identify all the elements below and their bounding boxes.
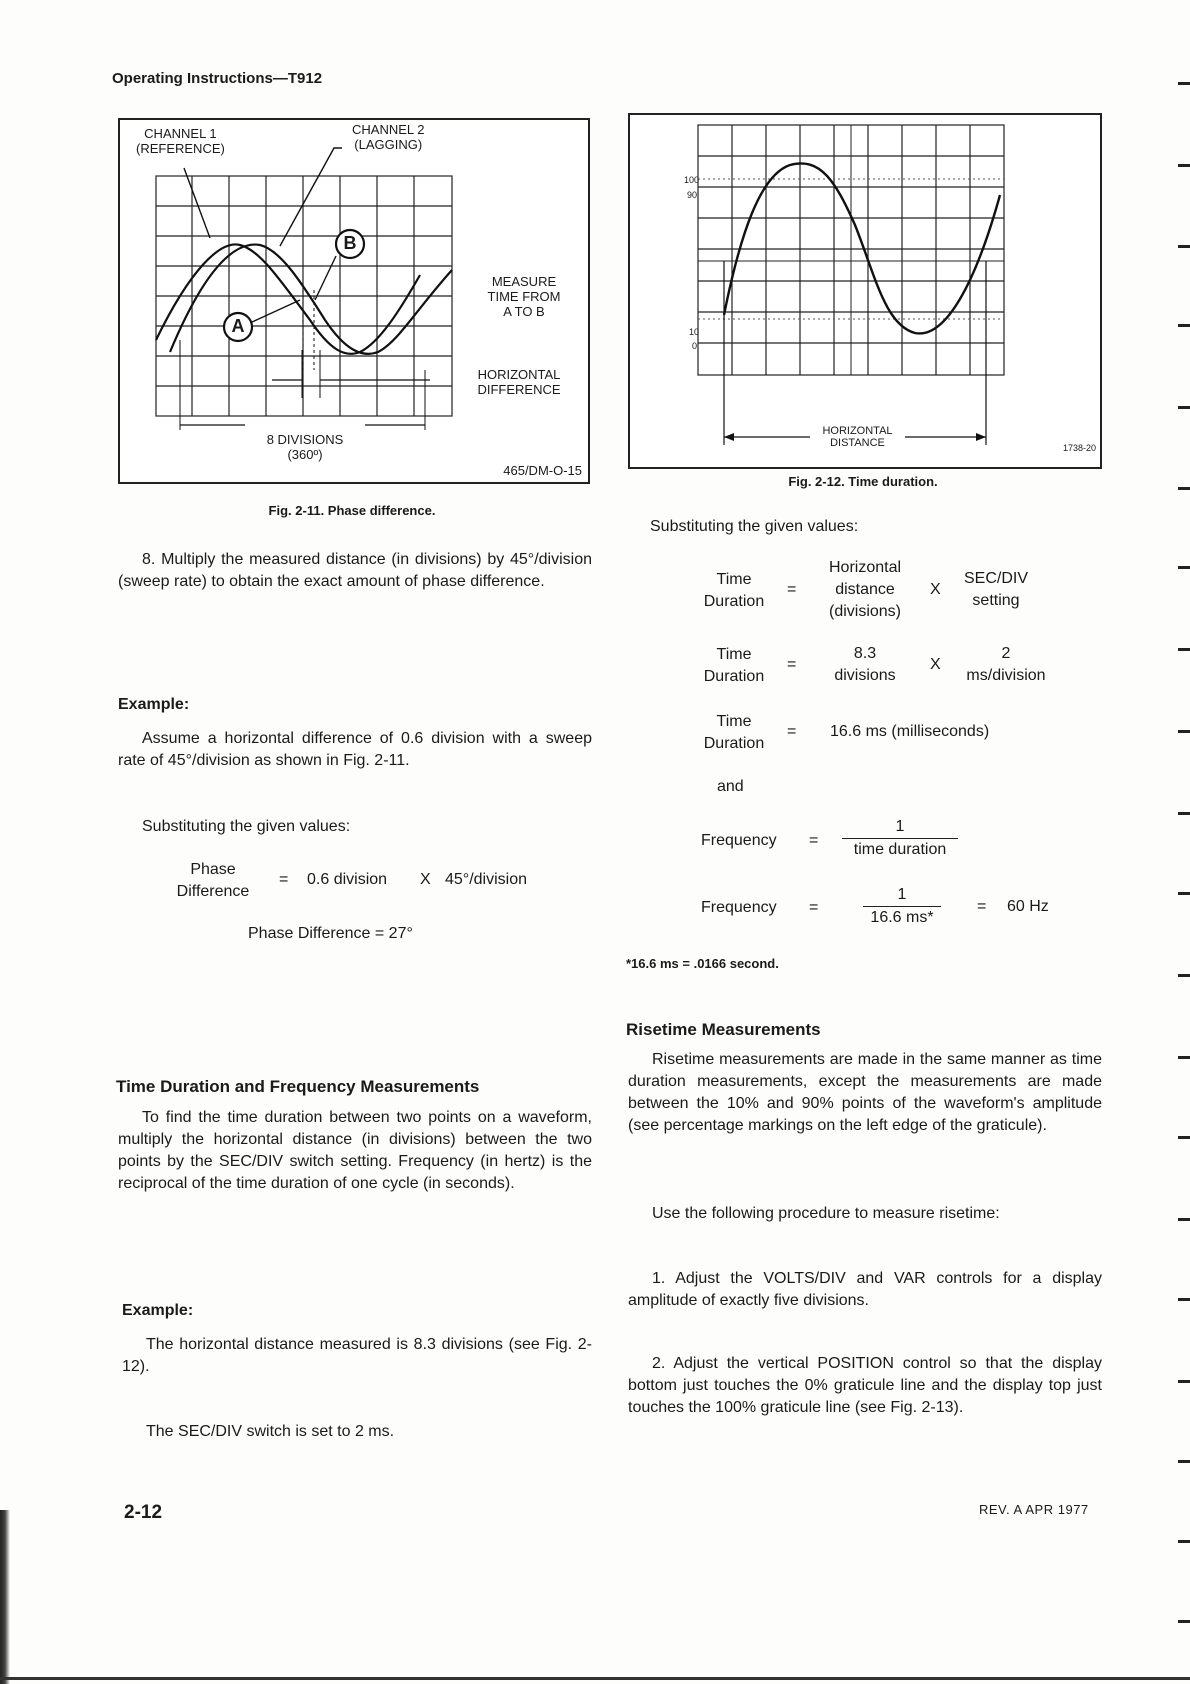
eq2-times: X — [930, 656, 941, 673]
channel-2-label-line2: (LAGGING) — [354, 137, 423, 152]
figure-2-12-caption: Fig. 2-12. Time duration. — [788, 474, 938, 489]
channel-1-label-line2: (REFERENCE) — [136, 141, 225, 156]
eq1-times: X — [930, 581, 941, 598]
eq2-right-line1: 2 — [1001, 645, 1011, 662]
time-duration-heading: Time Duration and Frequency Measurements — [116, 1077, 480, 1096]
eq1-right — [950, 568, 1042, 612]
marker-a: A — [231, 316, 245, 336]
phase-result: Phase Difference = 27° — [248, 925, 413, 942]
measure-label-line1: MEASURE — [491, 274, 557, 289]
f2-value: 60 Hz — [1007, 898, 1049, 915]
eq1-middle-line3: (divisions) — [828, 603, 901, 620]
f1-label: Frequency — [701, 832, 777, 849]
substituting-left: Substituting the given values: — [142, 818, 351, 835]
eq1-middle-line1: Horizontal — [828, 559, 902, 576]
footnote: *16.6 ms = .0166 second. — [626, 956, 779, 971]
channel-1-label-line1: CHANNEL 1 — [144, 126, 217, 141]
step-1-paragraph: 1. Adjust the VOLTS/DIV and VAR controls for a display amplitude of exactly five divisions. — [628, 1270, 1102, 1309]
f1-numerator: 1 — [895, 818, 905, 835]
f1-equals: = — [809, 832, 819, 849]
channel-2-label-line1: CHANNEL 2 — [352, 122, 425, 137]
tick-100: 100 — [684, 175, 700, 185]
eq2-right — [950, 643, 1062, 687]
figure-2-11 — [118, 118, 590, 484]
f1-denominator: time duration — [842, 838, 958, 861]
channel-1-label — [136, 126, 225, 156]
revision-date: REV. A APR 1977 — [979, 1502, 1089, 1517]
f2-equals-2: = — [977, 898, 987, 915]
f2-label: Frequency — [701, 899, 777, 916]
horizontal-distance-line2: DISTANCE — [830, 437, 885, 449]
phase-rate: 45°/division — [445, 871, 527, 888]
channel-2-label — [352, 122, 424, 152]
scan-left-shadow — [0, 1510, 10, 1684]
horizontal-difference-label — [460, 367, 578, 397]
time-duration-paragraph: To find the time duration between two points on a waveform, multiply the horizontal distance (in divisions) between the two points by the SEC/DIV switch setting. Frequency (in hertz) is the reciprocal of the time duration of one cycle (in seconds). — [118, 1109, 592, 1192]
eq1-right-line1: SEC/DIV — [963, 570, 1028, 587]
eq1-middle-line2: distance — [835, 581, 895, 598]
horizontal-difference-line2: DIFFERENCE — [477, 382, 561, 397]
horizontal-distance-line1: HORIZONTAL — [822, 425, 893, 437]
phase-value: 0.6 division — [307, 871, 388, 888]
figure-2-12 — [628, 113, 1102, 469]
eq2-right-line2: ms/division — [966, 667, 1046, 684]
eq2-equals: = — [787, 656, 797, 673]
phase-difference-label — [160, 859, 266, 903]
phase-equals: = — [279, 871, 289, 888]
eq3-value: 16.6 ms (milliseconds) — [830, 723, 990, 740]
tick-10: 10 — [689, 327, 700, 337]
eq1-equals: = — [787, 581, 797, 598]
tick-90: 90 — [687, 190, 698, 200]
horizontal-distance-label — [810, 425, 905, 449]
eq2-middle-line2: divisions — [834, 667, 896, 684]
secdiv-paragraph: The SEC/DIV switch is set to 2 ms. — [146, 1423, 395, 1440]
phase-difference-label-line2: Difference — [176, 883, 250, 900]
horizontal-difference-line1: HORIZONTAL — [477, 367, 561, 382]
eq2-left-line1: Time — [716, 646, 752, 663]
marker-b: B — [343, 233, 357, 253]
divisions-label-line2: (360º) — [287, 447, 323, 462]
eq1-left-line2: Duration — [703, 593, 765, 610]
figure-2-11-code: 465/DM-O-15 — [503, 463, 582, 478]
and-text: and — [717, 778, 744, 795]
f2-numerator: 1 — [897, 886, 907, 903]
example-2-paragraph: The horizontal distance measured is 8.3 divisions (see Fig. 2-12). — [122, 1336, 592, 1375]
eq2-middle-line1: 8.3 — [853, 645, 877, 662]
f2-equals: = — [809, 899, 819, 916]
eq3-left — [690, 711, 778, 755]
time-duration-diagram — [630, 115, 1100, 467]
scan-bottom-edge — [0, 1677, 1190, 1680]
eq3-left-line1: Time — [716, 713, 752, 730]
page-number: 2-12 — [124, 1502, 163, 1523]
measure-label — [470, 274, 578, 319]
f2-denominator: 16.6 ms* — [863, 906, 941, 929]
risetime-paragraph: Risetime measurements are made in the same manner as time duration measurements, except the measurements are made between the 10% and 90% points of the waveform's amplitude (see percentage markings on the left edge of the graticule). — [628, 1051, 1102, 1134]
step-8-paragraph: 8. Multiply the measured distance (in divisions) by 45°/division (sweep rate) to obtain the exact amount of phase difference. — [118, 551, 592, 590]
eq1-left-line1: Time — [716, 571, 752, 588]
divisions-label — [246, 432, 364, 462]
f1-fraction — [842, 816, 958, 861]
example-1-heading: Example: — [118, 696, 190, 713]
example-1-paragraph: Assume a horizontal difference of 0.6 division with a sweep rate of 45°/division as shown in Fig. 2-11. — [118, 730, 592, 769]
page-header: Operating Instructions—T912 — [112, 70, 323, 87]
eq3-left-line2: Duration — [703, 735, 765, 752]
eq2-left-line2: Duration — [703, 668, 765, 685]
step-2-paragraph: 2. Adjust the vertical POSITION control so that the display bottom just touches the 0% graticule line and the display top just touches the 100% graticule line (see Fig. 2-13). — [628, 1355, 1102, 1416]
example-2-heading: Example: — [122, 1302, 194, 1319]
f2-fraction — [863, 884, 941, 929]
procedure-intro: Use the following procedure to measure risetime: — [652, 1205, 1000, 1222]
substituting-right: Substituting the given values: — [650, 518, 859, 535]
figure-2-11-caption: Fig. 2-11. Phase difference. — [268, 503, 436, 518]
measure-label-line2: TIME FROM — [487, 289, 561, 304]
figure-2-12-code: 1738-20 — [1062, 443, 1096, 453]
eq2-middle — [812, 643, 918, 687]
phase-times: X — [420, 871, 431, 888]
eq2-left — [690, 644, 778, 688]
eq3-equals: = — [787, 723, 797, 740]
divisions-label-line1: 8 DIVISIONS — [266, 432, 344, 447]
measure-label-line3: A TO B — [503, 304, 545, 319]
phase-difference-label-line1: Phase — [190, 861, 236, 878]
eq1-middle — [812, 557, 918, 623]
tick-0: 0 — [692, 341, 698, 351]
risetime-heading: Risetime Measurements — [626, 1020, 821, 1039]
eq1-left — [690, 569, 778, 613]
eq1-right-line2: setting — [972, 592, 1020, 609]
